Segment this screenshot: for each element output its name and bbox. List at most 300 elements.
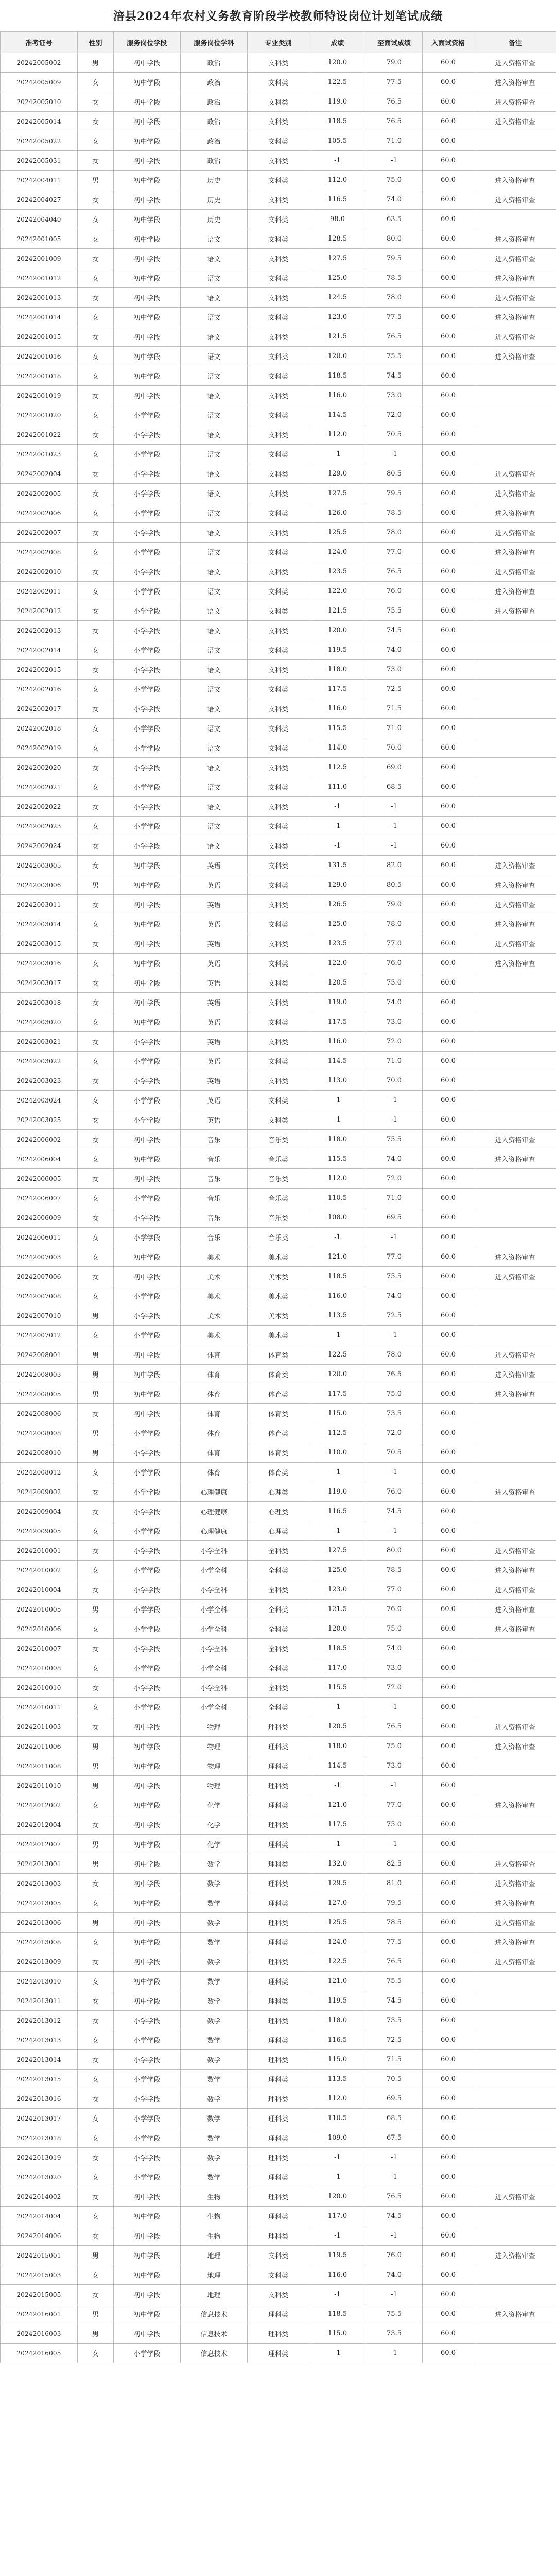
table-row <box>1 1032 556 1052</box>
table-row <box>1 621 556 640</box>
cell-category: 体育类 <box>248 1404 309 1423</box>
cell-gender: 女 <box>78 1874 114 1893</box>
cell-subject: 语文 <box>181 484 248 503</box>
cell-score: -1 <box>309 2167 366 2187</box>
cell-rank: -1 <box>366 1228 423 1247</box>
cell-score: 115.0 <box>309 2050 366 2070</box>
cell-score: -1 <box>309 2148 366 2167</box>
table-row <box>1 1463 556 1482</box>
cell-category: 文科类 <box>248 758 309 777</box>
cell-subject: 语文 <box>181 817 248 836</box>
cell-stage: 小学学段 <box>114 1071 181 1091</box>
table-row <box>1 2246 556 2265</box>
cell-id: 20242010001 <box>1 1541 78 1561</box>
cell-rank: -1 <box>366 2226 423 2246</box>
cell-rank: 78.5 <box>366 503 423 523</box>
table-row <box>1 2089 556 2109</box>
cell-rank: 75.5 <box>366 1972 423 1991</box>
cell-category: 全科类 <box>248 1541 309 1561</box>
cell-category: 理科类 <box>248 2089 309 2109</box>
cell-rank: 73.0 <box>366 660 423 680</box>
cell-pass: 60.0 <box>423 1345 474 1365</box>
cell-gender: 女 <box>78 1326 114 1345</box>
cell-category: 文科类 <box>248 386 309 405</box>
cell-score: 110.0 <box>309 1443 366 1463</box>
cell-subject: 小学全科 <box>181 1678 248 1698</box>
cell-stage: 小学学段 <box>114 2167 181 2187</box>
cell-category: 理科类 <box>248 2187 309 2207</box>
cell-id: 20242003015 <box>1 934 78 954</box>
cell-category: 文科类 <box>248 151 309 171</box>
cell-stage: 初中学段 <box>114 1247 181 1267</box>
cell-rank: 69.5 <box>366 1208 423 1228</box>
cell-pass: 60.0 <box>423 1815 474 1835</box>
cell-id: 20242009002 <box>1 1482 78 1502</box>
cell-gender: 女 <box>78 484 114 503</box>
cell-subject: 语文 <box>181 797 248 817</box>
cell-remark: 进入资格审查 <box>474 171 556 190</box>
cell-stage: 小学学段 <box>114 1110 181 1130</box>
cell-pass: 60.0 <box>423 425 474 445</box>
cell-remark: 进入资格审查 <box>474 1580 556 1600</box>
cell-gender: 女 <box>78 797 114 817</box>
cell-score: 116.5 <box>309 190 366 210</box>
cell-pass: 60.0 <box>423 249 474 268</box>
cell-pass: 60.0 <box>423 1972 474 1991</box>
cell-id: 20242001020 <box>1 405 78 425</box>
table-row <box>1 1521 556 1541</box>
cell-remark <box>474 1032 556 1052</box>
cell-subject: 语文 <box>181 503 248 523</box>
table-row <box>1 92 556 112</box>
cell-subject: 美术 <box>181 1306 248 1326</box>
cell-rank: 78.0 <box>366 523 423 543</box>
cell-score: -1 <box>309 1326 366 1345</box>
cell-pass: 60.0 <box>423 1991 474 2011</box>
table-row <box>1 2030 556 2050</box>
cell-gender: 女 <box>78 1502 114 1521</box>
cell-remark <box>474 2265 556 2285</box>
cell-pass: 60.0 <box>423 1326 474 1345</box>
cell-remark <box>474 1443 556 1463</box>
cell-score: 120.0 <box>309 2187 366 2207</box>
cell-remark: 进入资格审查 <box>474 464 556 484</box>
cell-subject: 英语 <box>181 856 248 875</box>
cell-subject: 生物 <box>181 2207 248 2226</box>
cell-score: 125.0 <box>309 1561 366 1580</box>
cell-rank: 72.5 <box>366 1306 423 1326</box>
cell-remark <box>474 1776 556 1795</box>
cell-score: 119.5 <box>309 640 366 660</box>
cell-gender: 女 <box>78 1091 114 1110</box>
table-row <box>1 1639 556 1658</box>
cell-remark: 进入资格审查 <box>474 308 556 327</box>
cell-rank: 76.5 <box>366 562 423 582</box>
cell-rank: 72.0 <box>366 1423 423 1443</box>
cell-remark: 进入资格审查 <box>474 1717 556 1737</box>
cell-stage: 小学学段 <box>114 1658 181 1678</box>
cell-gender: 女 <box>78 151 114 171</box>
table-row <box>1 680 556 699</box>
cell-subject: 语文 <box>181 445 248 464</box>
cell-gender: 男 <box>78 1600 114 1619</box>
cell-score: 108.0 <box>309 1208 366 1228</box>
cell-category: 理科类 <box>248 1893 309 1913</box>
cell-rank: 77.0 <box>366 1247 423 1267</box>
cell-id: 20242013009 <box>1 1952 78 1972</box>
cell-category: 文科类 <box>248 797 309 817</box>
cell-rank: 76.0 <box>366 954 423 973</box>
cell-remark <box>474 1658 556 1678</box>
cell-subject: 体育 <box>181 1345 248 1365</box>
table-row <box>1 210 556 229</box>
cell-id: 20242002019 <box>1 738 78 758</box>
cell-category: 心理类 <box>248 1521 309 1541</box>
cell-pass: 60.0 <box>423 699 474 719</box>
cell-stage: 小学学段 <box>114 445 181 464</box>
cell-gender: 女 <box>78 2207 114 2226</box>
cell-rank: 73.0 <box>366 1012 423 1032</box>
cell-category: 体育类 <box>248 1423 309 1443</box>
cell-rank: 78.0 <box>366 288 423 308</box>
cell-remark: 进入资格审查 <box>474 1795 556 1815</box>
cell-remark <box>474 2030 556 2050</box>
cell-stage: 小学学段 <box>114 797 181 817</box>
cell-stage: 初中学段 <box>114 2207 181 2226</box>
cell-id: 20242003005 <box>1 856 78 875</box>
cell-remark: 进入资格审查 <box>474 1619 556 1639</box>
table-row <box>1 445 556 464</box>
cell-remark <box>474 817 556 836</box>
cell-stage: 小学学段 <box>114 738 181 758</box>
cell-category: 文科类 <box>248 484 309 503</box>
cell-category: 文科类 <box>248 1071 309 1091</box>
cell-rank: 76.5 <box>366 327 423 347</box>
table-row <box>1 2128 556 2148</box>
cell-gender: 女 <box>78 288 114 308</box>
cell-pass: 60.0 <box>423 268 474 288</box>
cell-category: 全科类 <box>248 1600 309 1619</box>
cell-score: 118.5 <box>309 112 366 131</box>
table-row <box>1 112 556 131</box>
cell-gender: 女 <box>78 543 114 562</box>
cell-score: 121.5 <box>309 601 366 621</box>
cell-gender: 女 <box>78 1149 114 1169</box>
cell-category: 文科类 <box>248 914 309 934</box>
cell-gender: 女 <box>78 1698 114 1717</box>
cell-remark: 进入资格审查 <box>474 1952 556 1972</box>
cell-subject: 语文 <box>181 288 248 308</box>
cell-gender: 女 <box>78 1463 114 1482</box>
cell-rank: 79.5 <box>366 484 423 503</box>
cell-category: 文科类 <box>248 973 309 993</box>
table-row <box>1 1012 556 1032</box>
cell-pass: 60.0 <box>423 2324 474 2344</box>
cell-id: 20242010004 <box>1 1580 78 1600</box>
table-row <box>1 1717 556 1737</box>
cell-remark <box>474 1306 556 1326</box>
cell-gender: 女 <box>78 2030 114 2050</box>
cell-subject: 语文 <box>181 719 248 738</box>
table-row <box>1 738 556 758</box>
cell-stage: 初中学段 <box>114 1893 181 1913</box>
cell-category: 理科类 <box>248 2128 309 2148</box>
cell-gender: 女 <box>78 1404 114 1423</box>
table-row <box>1 1149 556 1169</box>
cell-score: 118.5 <box>309 1639 366 1658</box>
cell-pass: 60.0 <box>423 2050 474 2070</box>
cell-pass: 60.0 <box>423 1423 474 1443</box>
table-row <box>1 1071 556 1091</box>
cell-score: 121.0 <box>309 1247 366 1267</box>
cell-pass: 60.0 <box>423 405 474 425</box>
cell-remark: 进入资格审查 <box>474 895 556 914</box>
cell-stage: 初中学段 <box>114 112 181 131</box>
cell-category: 文科类 <box>248 836 309 856</box>
cell-rank: 76.0 <box>366 2246 423 2265</box>
cell-remark <box>474 2011 556 2030</box>
cell-stage: 小学学段 <box>114 2050 181 2070</box>
cell-gender: 女 <box>78 523 114 543</box>
table-row <box>1 2109 556 2128</box>
cell-category: 文科类 <box>248 875 309 895</box>
cell-pass: 60.0 <box>423 895 474 914</box>
cell-gender: 女 <box>78 640 114 660</box>
cell-rank: 80.0 <box>366 1541 423 1561</box>
cell-category: 文科类 <box>248 562 309 582</box>
cell-category: 美术类 <box>248 1247 309 1267</box>
table-row <box>1 875 556 895</box>
cell-gender: 女 <box>78 1678 114 1698</box>
cell-gender: 男 <box>78 2324 114 2344</box>
table-row <box>1 543 556 562</box>
cell-stage: 初中学段 <box>114 1267 181 1286</box>
cell-rank: 75.5 <box>366 347 423 366</box>
cell-category: 文科类 <box>248 621 309 640</box>
cell-stage: 初中学段 <box>114 1365 181 1384</box>
cell-remark <box>474 1091 556 1110</box>
cell-pass: 60.0 <box>423 934 474 954</box>
cell-id: 20242013010 <box>1 1972 78 1991</box>
cell-pass: 60.0 <box>423 562 474 582</box>
cell-rank: 73.5 <box>366 2011 423 2030</box>
cell-id: 20242001023 <box>1 445 78 464</box>
table-row <box>1 1541 556 1561</box>
cell-score: 116.5 <box>309 2030 366 2050</box>
cell-category: 理科类 <box>248 1737 309 1756</box>
cell-gender: 女 <box>78 1012 114 1032</box>
cell-stage: 小学学段 <box>114 2109 181 2128</box>
cell-category: 美术类 <box>248 1267 309 1286</box>
cell-id: 20242001012 <box>1 268 78 288</box>
cell-subject: 数学 <box>181 2011 248 2030</box>
cell-pass: 60.0 <box>423 1795 474 1815</box>
cell-pass: 60.0 <box>423 2011 474 2030</box>
cell-gender: 女 <box>78 934 114 954</box>
cell-pass: 60.0 <box>423 993 474 1012</box>
cell-gender: 女 <box>78 2344 114 2363</box>
cell-score: 132.0 <box>309 1854 366 1874</box>
cell-score: 119.0 <box>309 1482 366 1502</box>
cell-category: 文科类 <box>248 660 309 680</box>
cell-id: 20242013003 <box>1 1874 78 1893</box>
cell-stage: 初中学段 <box>114 2324 181 2344</box>
cell-id: 20242003022 <box>1 1052 78 1071</box>
cell-category: 理科类 <box>248 1874 309 1893</box>
cell-pass: 60.0 <box>423 1228 474 1247</box>
cell-stage: 初中学段 <box>114 249 181 268</box>
cell-category: 体育类 <box>248 1463 309 1482</box>
cell-id: 20242002006 <box>1 503 78 523</box>
cell-score: 126.5 <box>309 895 366 914</box>
cell-rank: 70.5 <box>366 425 423 445</box>
cell-category: 音乐类 <box>248 1130 309 1149</box>
table-row <box>1 1580 556 1600</box>
cell-stage: 小学学段 <box>114 1189 181 1208</box>
cell-pass: 60.0 <box>423 347 474 366</box>
cell-rank: 74.0 <box>366 1149 423 1169</box>
cell-score: 116.0 <box>309 1032 366 1052</box>
cell-score: 120.0 <box>309 1365 366 1384</box>
cell-id: 20242006004 <box>1 1149 78 1169</box>
cell-rank: 82.5 <box>366 1854 423 1874</box>
cell-pass: 60.0 <box>423 1404 474 1423</box>
header-gender: 性别 <box>78 32 114 53</box>
cell-id: 20242013020 <box>1 2167 78 2187</box>
cell-subject: 地理 <box>181 2285 248 2304</box>
cell-gender: 女 <box>78 973 114 993</box>
cell-rank: 76.0 <box>366 1600 423 1619</box>
cell-pass: 60.0 <box>423 856 474 875</box>
cell-pass: 60.0 <box>423 53 474 73</box>
table-row <box>1 151 556 171</box>
cell-id: 20242003020 <box>1 1012 78 1032</box>
cell-rank: 63.5 <box>366 210 423 229</box>
cell-pass: 60.0 <box>423 1835 474 1854</box>
table-row <box>1 562 556 582</box>
cell-gender: 女 <box>78 347 114 366</box>
table-row <box>1 131 556 151</box>
cell-remark: 进入资格审查 <box>474 934 556 954</box>
table-row <box>1 1267 556 1286</box>
cell-id: 20242014002 <box>1 2187 78 2207</box>
cell-gender: 女 <box>78 993 114 1012</box>
cell-remark <box>474 1678 556 1698</box>
cell-remark: 进入资格审查 <box>474 562 556 582</box>
cell-stage: 小学学段 <box>114 1306 181 1326</box>
cell-pass: 60.0 <box>423 151 474 171</box>
cell-subject: 物理 <box>181 1717 248 1737</box>
cell-stage: 初中学段 <box>114 308 181 327</box>
cell-id: 20242011003 <box>1 1717 78 1737</box>
cell-gender: 女 <box>78 445 114 464</box>
cell-score: -1 <box>309 151 366 171</box>
cell-category: 理科类 <box>248 1991 309 2011</box>
cell-id: 20242015001 <box>1 2246 78 2265</box>
cell-rank: -1 <box>366 445 423 464</box>
cell-stage: 初中学段 <box>114 73 181 92</box>
cell-subject: 语文 <box>181 621 248 640</box>
cell-category: 体育类 <box>248 1443 309 1463</box>
cell-score: 128.5 <box>309 229 366 249</box>
cell-subject: 语文 <box>181 249 248 268</box>
cell-category: 文科类 <box>248 445 309 464</box>
cell-remark <box>474 660 556 680</box>
cell-stage: 初中学段 <box>114 2187 181 2207</box>
cell-subject: 体育 <box>181 1443 248 1463</box>
table-row <box>1 1482 556 1502</box>
cell-gender: 女 <box>78 2265 114 2285</box>
cell-subject: 化学 <box>181 1795 248 1815</box>
cell-gender: 女 <box>78 582 114 601</box>
table-row <box>1 1286 556 1306</box>
cell-stage: 初中学段 <box>114 1012 181 1032</box>
cell-remark <box>474 1639 556 1658</box>
table-row <box>1 817 556 836</box>
cell-subject: 小学全科 <box>181 1541 248 1561</box>
cell-subject: 物理 <box>181 1776 248 1795</box>
cell-gender: 女 <box>78 562 114 582</box>
table-row <box>1 1756 556 1776</box>
table-row <box>1 1169 556 1189</box>
cell-rank: -1 <box>366 2344 423 2363</box>
cell-subject: 小学全科 <box>181 1619 248 1639</box>
cell-score: -1 <box>309 1091 366 1110</box>
cell-category: 文科类 <box>248 53 309 73</box>
cell-gender: 女 <box>78 954 114 973</box>
cell-id: 20242002015 <box>1 660 78 680</box>
cell-id: 20242010007 <box>1 1639 78 1658</box>
cell-score: -1 <box>309 2226 366 2246</box>
cell-gender: 女 <box>78 405 114 425</box>
cell-id: 20242002011 <box>1 582 78 601</box>
cell-gender: 男 <box>78 1443 114 1463</box>
table-row <box>1 856 556 875</box>
cell-rank: 82.0 <box>366 856 423 875</box>
cell-rank: -1 <box>366 1698 423 1717</box>
table-row <box>1 1893 556 1913</box>
cell-pass: 60.0 <box>423 73 474 92</box>
cell-score: 110.5 <box>309 2109 366 2128</box>
cell-remark <box>474 1012 556 1032</box>
cell-remark: 进入资格审查 <box>474 1854 556 1874</box>
table-row <box>1 1854 556 1874</box>
cell-id: 20242006009 <box>1 1208 78 1228</box>
cell-subject: 数学 <box>181 1893 248 1913</box>
cell-pass: 60.0 <box>423 817 474 836</box>
cell-gender: 女 <box>78 1052 114 1071</box>
cell-pass: 60.0 <box>423 2265 474 2285</box>
header-remark: 备注 <box>474 32 556 53</box>
cell-subject: 语文 <box>181 543 248 562</box>
cell-category: 心理类 <box>248 1502 309 1521</box>
cell-rank: 77.0 <box>366 543 423 562</box>
table-row <box>1 1952 556 1972</box>
cell-rank: 72.0 <box>366 1678 423 1698</box>
table-row <box>1 464 556 484</box>
table-row <box>1 758 556 777</box>
cell-category: 美术类 <box>248 1306 309 1326</box>
cell-rank: -1 <box>366 1521 423 1541</box>
cell-id: 20242003006 <box>1 875 78 895</box>
cell-stage: 初中学段 <box>114 1169 181 1189</box>
cell-score: 124.0 <box>309 1933 366 1952</box>
cell-pass: 60.0 <box>423 2128 474 2148</box>
cell-pass: 60.0 <box>423 1952 474 1972</box>
cell-gender: 女 <box>78 660 114 680</box>
cell-gender: 男 <box>78 53 114 73</box>
cell-score: 118.5 <box>309 1267 366 1286</box>
